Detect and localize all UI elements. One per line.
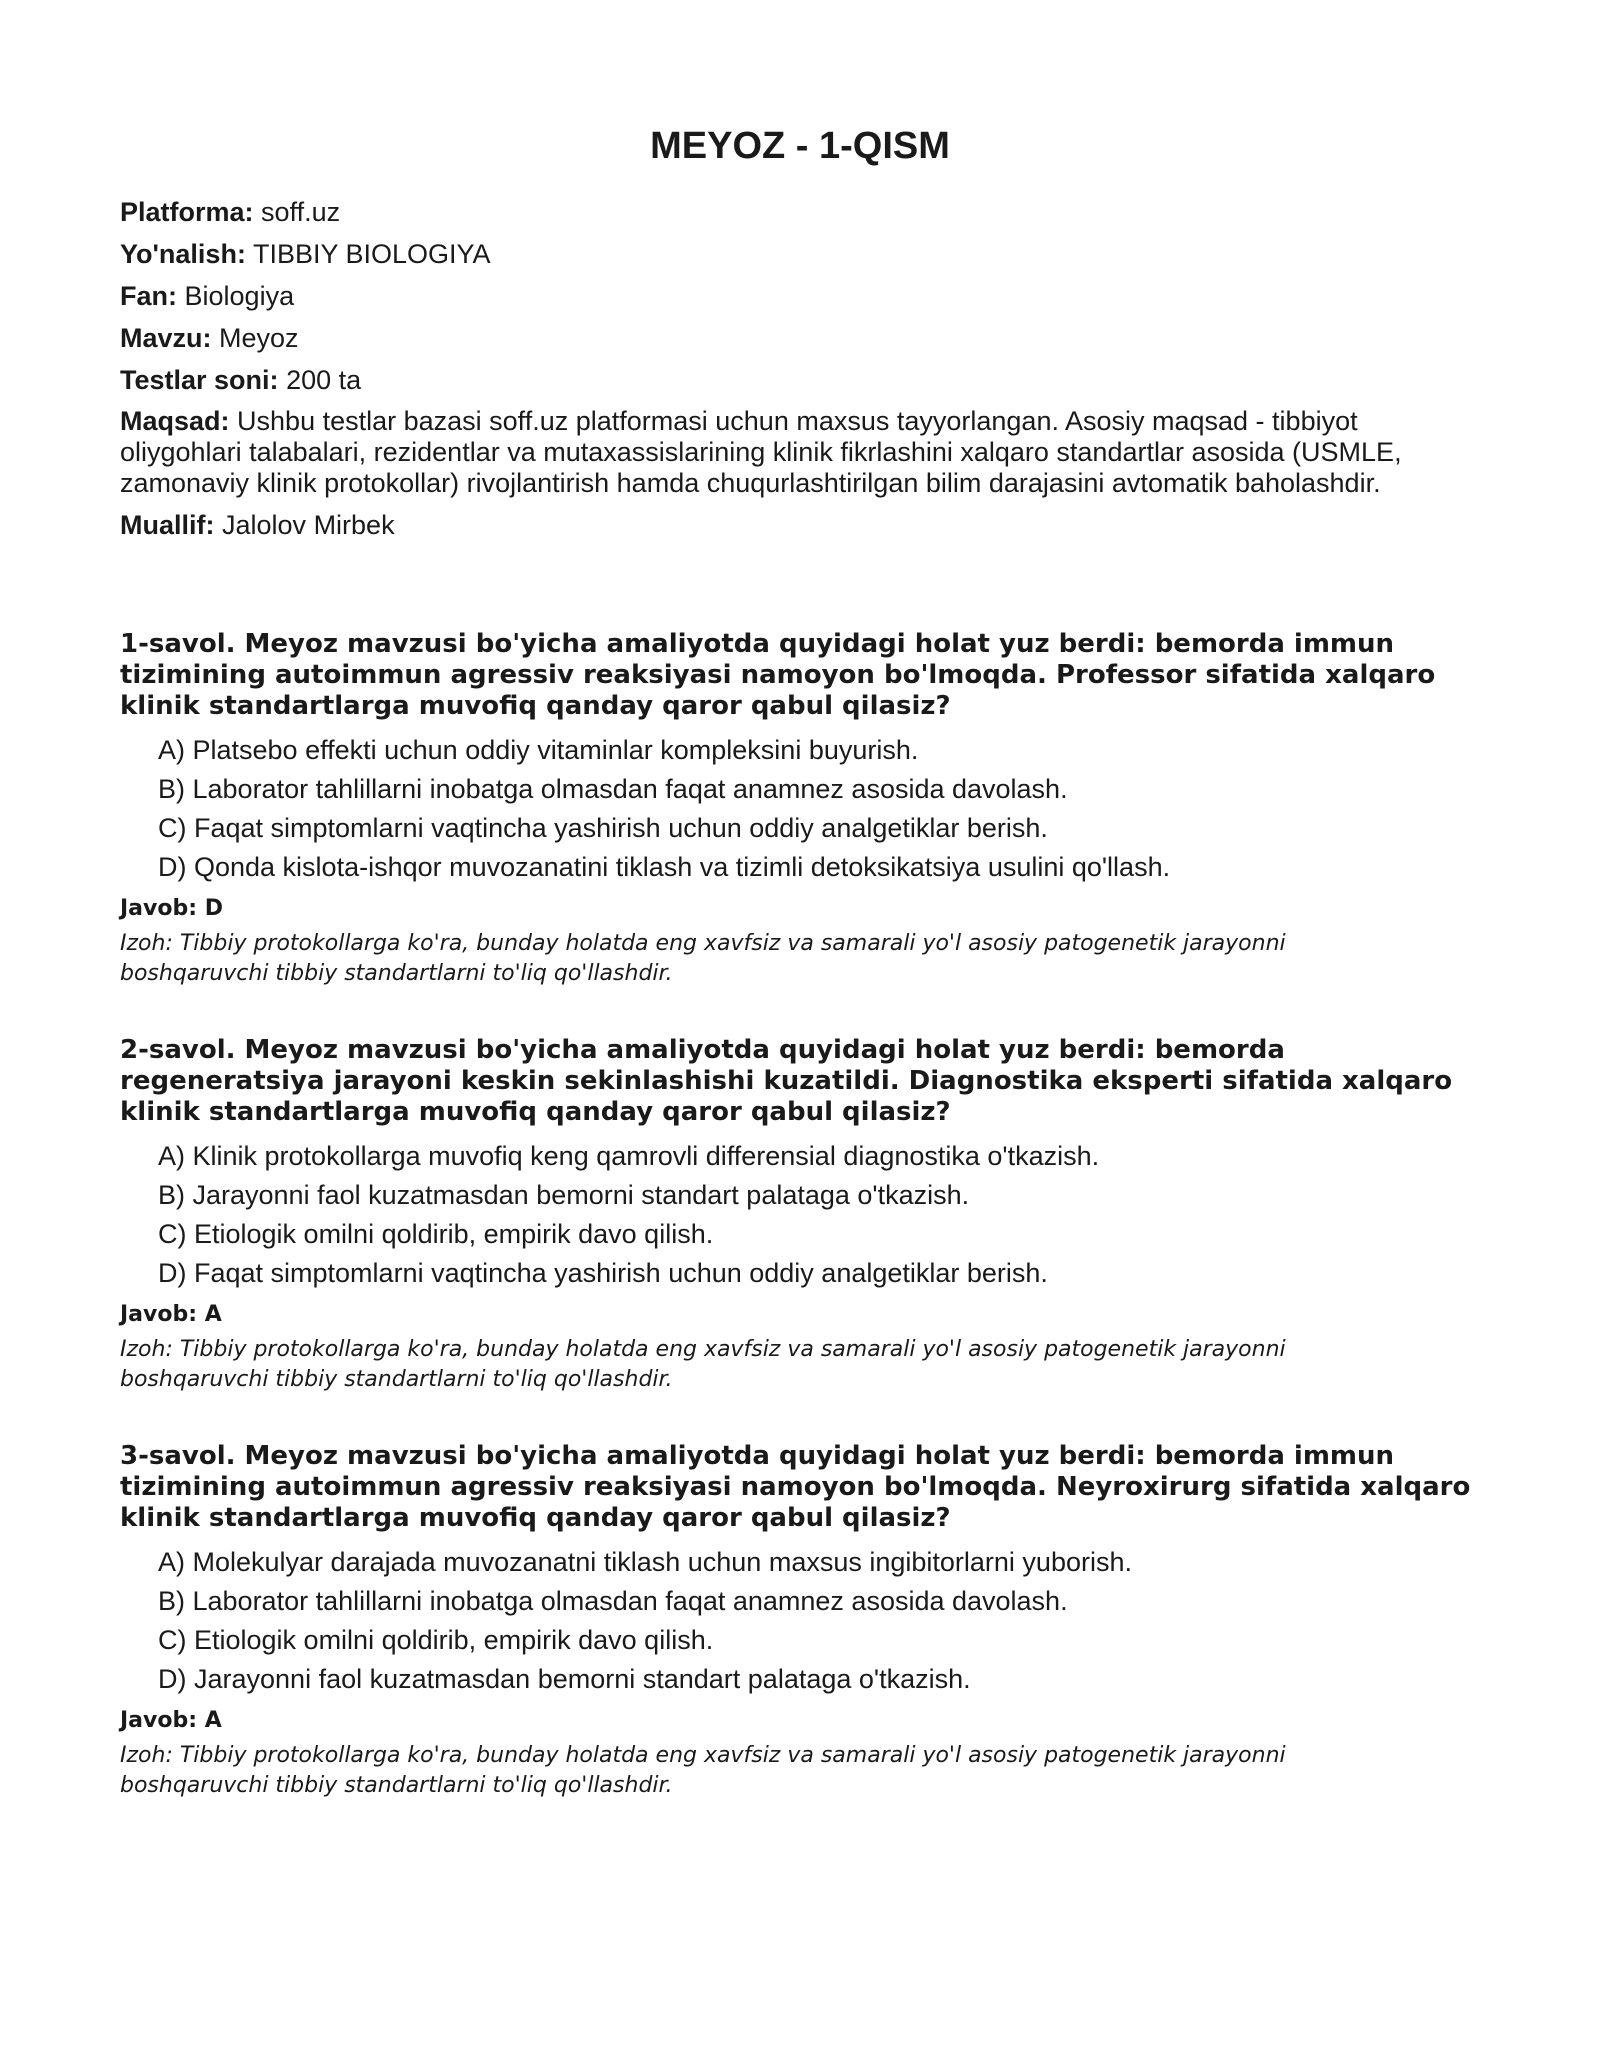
option-c: C) Etiologik omilni qoldirib, empirik davo qilish. xyxy=(158,1625,714,1655)
answer-key: Javob: A xyxy=(120,1302,222,1327)
meta-direction xyxy=(120,238,1480,270)
meta-author xyxy=(120,509,1480,541)
option-c: C) Faqat simptomlarni vaqtincha yashirish uchun oddiy analgetiklar berish. xyxy=(158,813,1048,843)
document-page xyxy=(120,122,1480,1847)
option-b: B) Laborator tahlillarni inobatga olmasdan faqat anamnez asosida davolash. xyxy=(158,1586,1068,1616)
question-text: 1-savol. Meyoz mavzusi bo'yicha amaliyotda quyidagi holat yuz berdi: bemorda immun tizimining autoimmun agressiv reaksiyasi namoyon bo'lmoqda. Professor sifatida xalqaro klinik standartlarga muvofiq qanday qaror qabul qilasiz? xyxy=(120,629,1436,721)
explanation-note: Izoh: Tibbiy protokollarga ko'ra, bunday holatda eng xavfsiz va samarali yo'l asosiy patogenetik jarayonni boshqaruvchi tibbiy standartlarni to'liq qo'llashdir. xyxy=(120,1337,1286,1392)
question-2 xyxy=(120,1035,1480,1395)
meta-topic-label: Mavzu: xyxy=(120,323,212,353)
option-list xyxy=(120,734,1480,883)
option-b: B) Jarayonni faol kuzatmasdan bemorni standart palataga o'tkazish. xyxy=(158,1180,970,1210)
question-1 xyxy=(120,629,1480,989)
explanation-note: Izoh: Tibbiy protokollarga ko'ra, bunday holatda eng xavfsiz va samarali yo'l asosiy patogenetik jarayonni boshqaruvchi tibbiy standartlarni to'liq qo'llashdir. xyxy=(120,931,1286,986)
option-list xyxy=(120,1140,1480,1289)
option-d: D) Qonda kislota-ishqor muvozanatini tiklash va tizimli detoksikatsiya usulini qo'llash. xyxy=(158,852,1171,882)
meta-test-count xyxy=(120,364,1480,396)
document-meta xyxy=(120,196,1480,541)
answer-key: Javob: A xyxy=(120,1708,222,1733)
option-a: A) Platsebo effekti uchun oddiy vitaminlar kompleksini buyurish. xyxy=(158,735,919,765)
option-d: D) Faqat simptomlarni vaqtincha yashirish uchun oddiy analgetiklar berish. xyxy=(158,1258,1048,1288)
option-d: D) Jarayonni faol kuzatmasdan bemorni standart palataga o'tkazish. xyxy=(158,1664,971,1694)
option-c: C) Etiologik omilni qoldirib, empirik davo qilish. xyxy=(158,1219,714,1249)
document-title: MEYOZ - 1-QISM xyxy=(650,125,950,167)
meta-platform xyxy=(120,196,1480,228)
question-text: 3-savol. Meyoz mavzusi bo'yicha amaliyotda quyidagi holat yuz berdi: bemorda immun tizimining autoimmun agressiv reaksiyasi namoyon bo'lmoqda. Neyroxirurg sifatida xalqaro klinik standartlarga muvofiq qanday qaror qabul qilasiz? xyxy=(120,1441,1471,1533)
meta-subject xyxy=(120,280,1480,312)
meta-author-value: Jalolov Mirbek xyxy=(222,510,395,540)
meta-platform-value: soff.uz xyxy=(261,197,341,227)
meta-direction-value: TIBBIY BIOLOGIYA xyxy=(252,239,491,269)
question-list xyxy=(120,629,1480,1801)
meta-goal xyxy=(120,406,1460,499)
meta-topic-value: Meyoz xyxy=(219,323,299,353)
explanation-note: Izoh: Tibbiy protokollarga ko'ra, bunday holatda eng xavfsiz va samarali yo'l asosiy patogenetik jarayonni boshqaruvchi tibbiy standartlarni to'liq qo'llashdir. xyxy=(120,1743,1286,1798)
question-text: 2-savol. Meyoz mavzusi bo'yicha amaliyotda quyidagi holat yuz berdi: bemorda regeneratsiya jarayoni keskin sekinlashishi kuzatildi. Diagnostika eksperti sifatida xalqaro klinik standartlarga muvofiq qanday qaror qabul qilasiz? xyxy=(120,1035,1453,1127)
meta-direction-label: Yo'nalish: xyxy=(120,239,246,269)
option-a: A) Molekulyar darajada muvozanatni tiklash uchun maxsus ingibitorlarni yuborish. xyxy=(158,1547,1132,1577)
meta-test-count-label: Testlar soni: xyxy=(120,365,279,395)
meta-author-label: Muallif: xyxy=(120,510,215,540)
meta-test-count-value: 200 ta xyxy=(286,365,362,395)
meta-goal-value: Ushbu testlar bazasi soff.uz platformasi uchun maxsus tayyorlangan. Asosiy maqsad - tibbiyot oliygohlari talabalari, rezidentlar va mutaxassislarining klinik fikrlashini xalqaro standartlar asosida (USMLE, zamonaviy klinik protokollar) rivojlantirish hamda chuqurlashtirilgan bilim darajasini avtomatik baholashdir. xyxy=(120,406,1402,498)
option-b: B) Laborator tahlillarni inobatga olmasdan faqat anamnez asosida davolash. xyxy=(158,774,1068,804)
option-a: A) Klinik protokollarga muvofiq keng qamrovli differensial diagnostika o'tkazish. xyxy=(158,1141,1100,1171)
option-list xyxy=(120,1546,1480,1695)
meta-subject-value: Biologiya xyxy=(184,281,295,311)
answer-key: Javob: D xyxy=(120,896,223,921)
question-3 xyxy=(120,1441,1480,1801)
meta-subject-label: Fan: xyxy=(120,281,177,311)
meta-goal-label: Maqsad: xyxy=(120,406,230,436)
meta-topic xyxy=(120,322,1480,354)
meta-platform-label: Platforma: xyxy=(120,197,254,227)
